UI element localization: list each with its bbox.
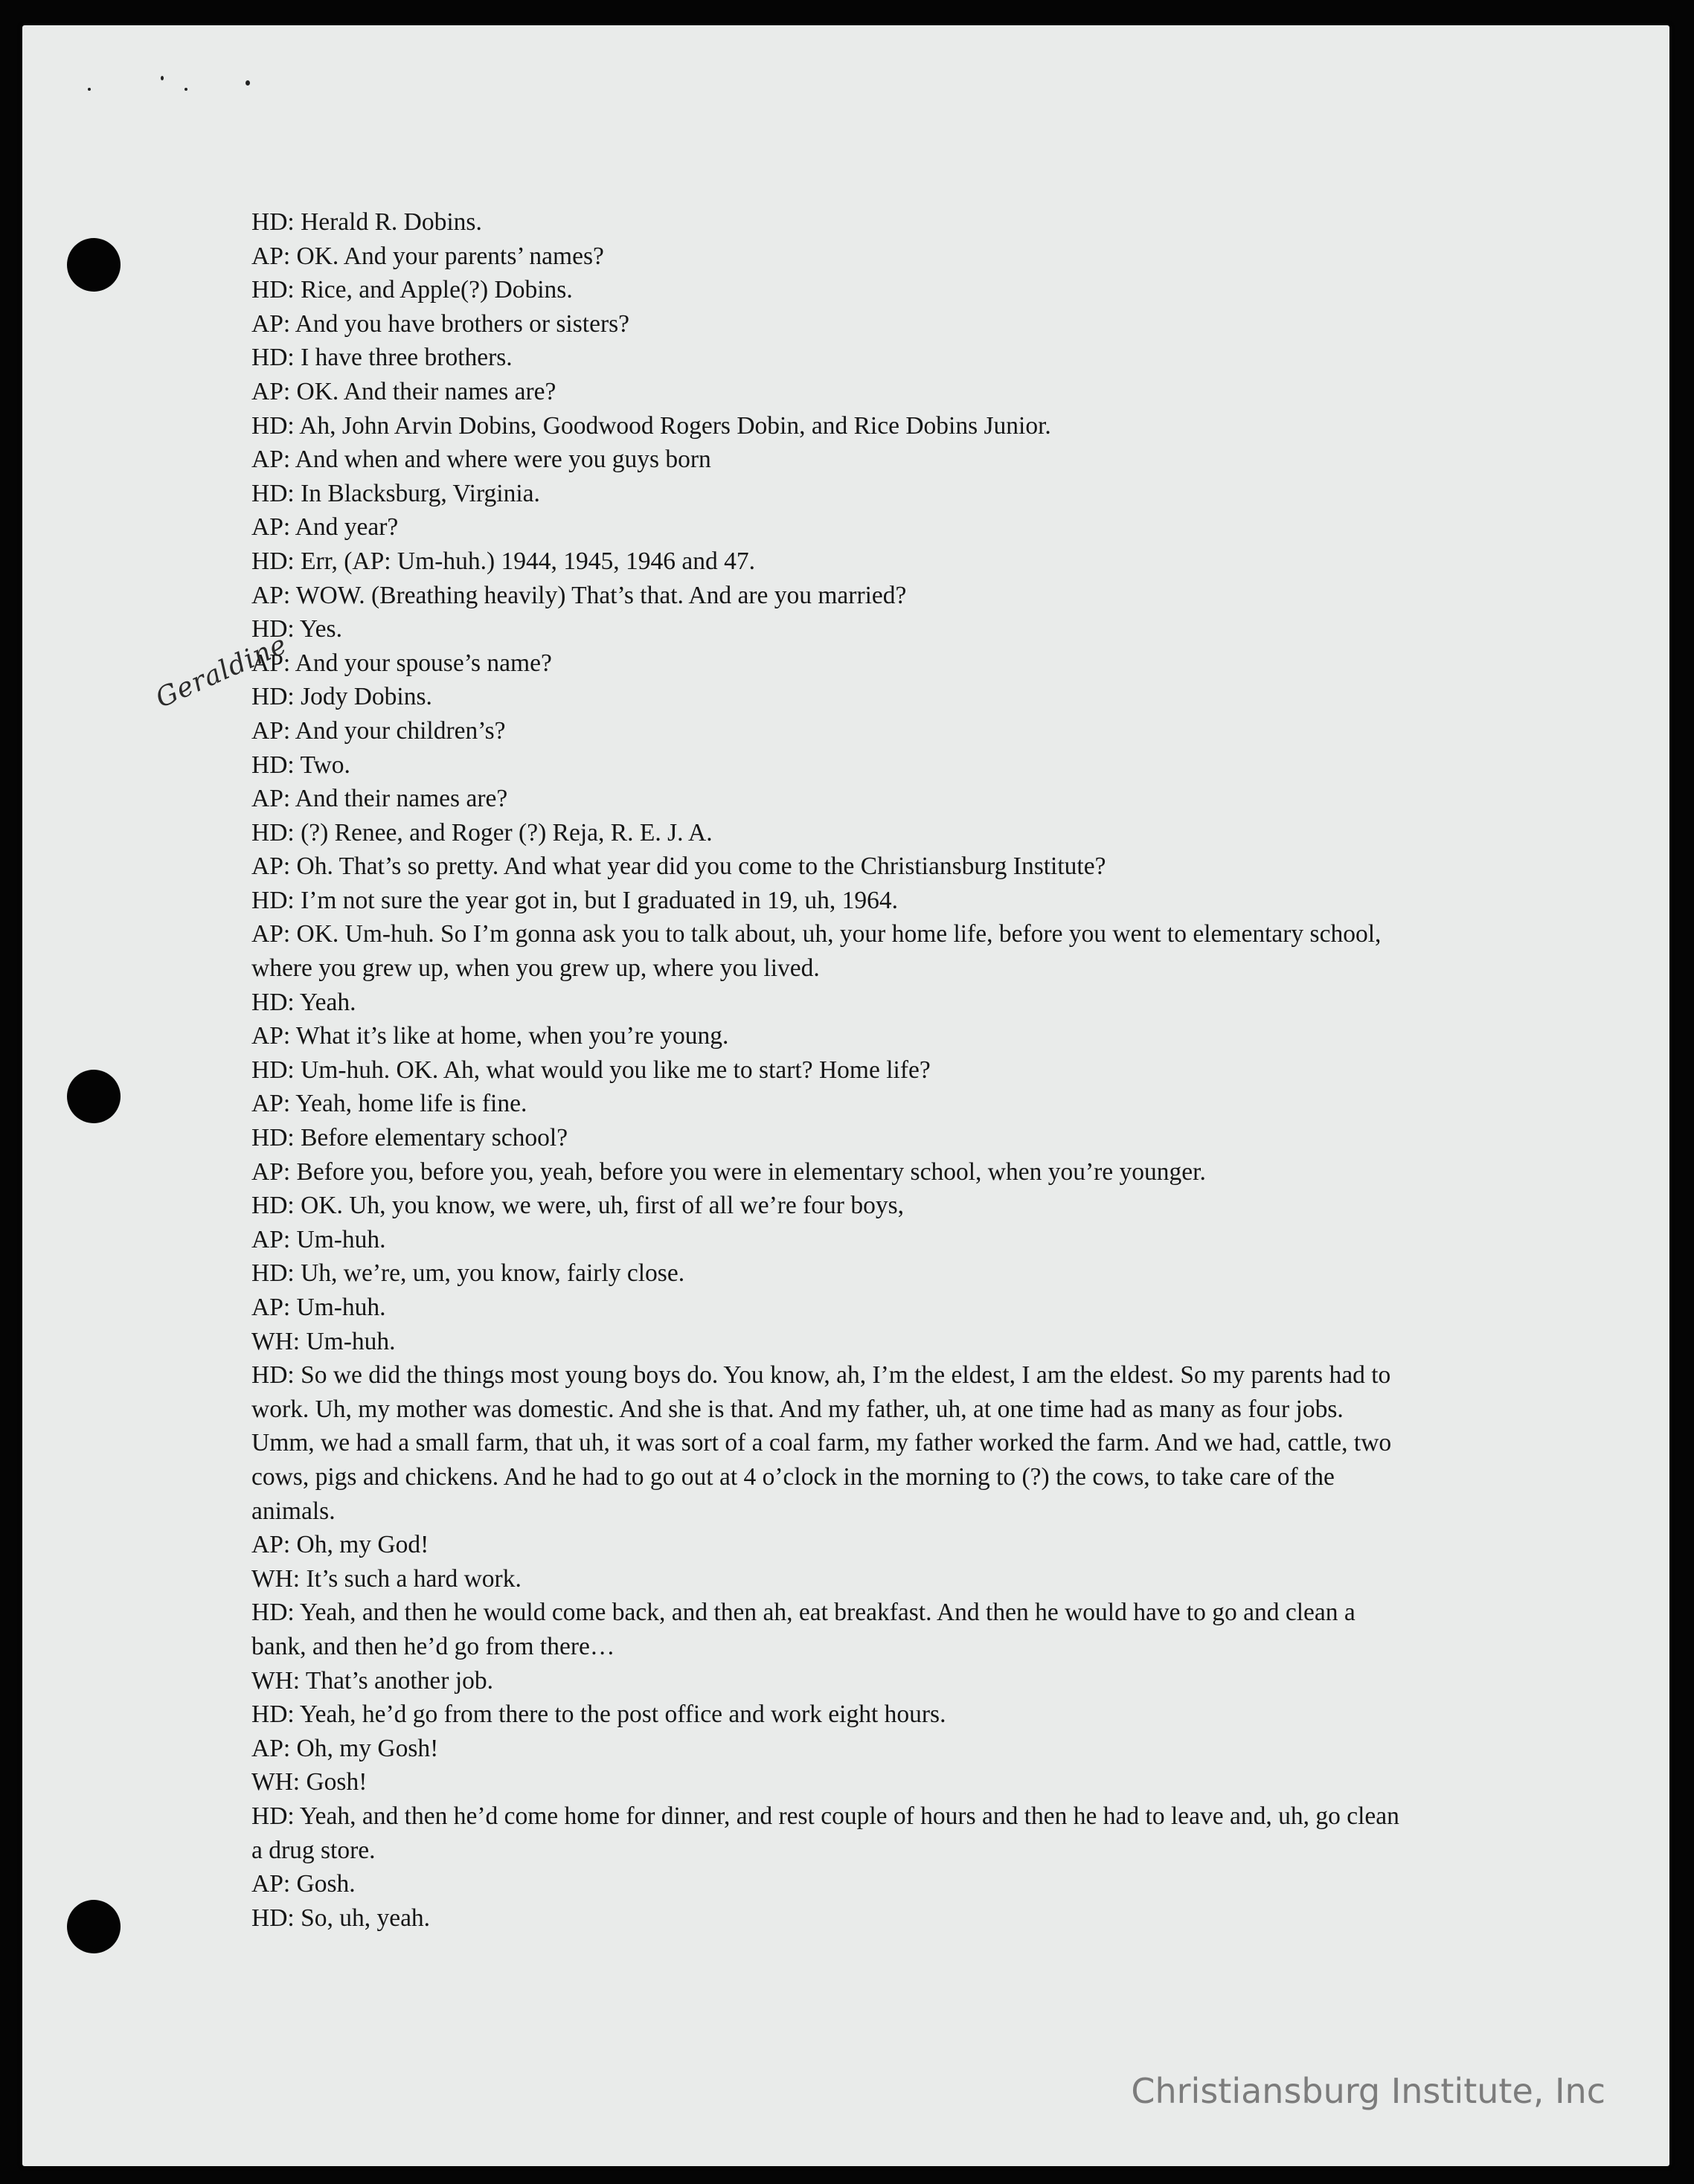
paper-speck [88,88,91,91]
transcript-line: AP: Before you, before you, yeah, before you were in elementary school, when you’re younger. [251,1157,1206,1186]
transcript-line: AP: OK. And your parents’ names? [251,242,604,270]
transcript-body [251,205,1412,1935]
transcript-line: HD: Yeah, and then he’d come home for dinner, and rest couple of hours and then he had to leave and, uh, go clean a drug store. [251,1802,1399,1864]
transcript-line: HD: Yeah. [251,988,356,1016]
transcript-line: AP: Oh, my Gosh! [251,1734,439,1762]
transcript-line: HD: Ah, John Arvin Dobins, Goodwood Rogers Dobin, and Rice Dobins Junior. [251,411,1051,440]
transcript-line: AP: And your spouse’s name? [251,649,552,677]
transcript-line: AP: OK. Um-huh. So I’m gonna ask you to talk about, uh, your home life, before you went to elementary school, where you grew up, when you grew up, where you lived. [251,920,1382,983]
transcript-line: HD: Um-huh. OK. Ah, what would you like me to start? Home life? [251,1056,931,1084]
punch-hole [67,238,121,292]
transcript-line: HD: Uh, we’re, um, you know, fairly close. [251,1259,685,1288]
transcript-line: WH: It’s such a hard work. [251,1564,522,1593]
transcript-line: HD: Two. [251,751,350,779]
transcript-line: HD: So we did the things most young boys do. You know, ah, I’m the eldest, I am the eldest. So my parents had to work. Uh, my mother was domestic. And she is that. And my father, uh, at one time had as many as four jobs. Umm, we had a small farm, that uh, it was sort of a coal farm, my father worked the farm. And we had, cattle, two cows, pigs and chickens. And he had to go out at 4 o’clock in the morning to (?) the cows, to take care of the animals. [251,1361,1392,1525]
punch-hole [67,1900,121,1953]
paper-speck [185,88,187,91]
handwritten-margin-note: Geraldine [151,629,292,714]
transcript-line: AP: Oh, my God! [251,1531,429,1559]
transcript-line: HD: Yeah, he’d go from there to the post office and work eight hours. [251,1700,946,1729]
transcript-line: HD: So, uh, yeah. [251,1904,431,1932]
transcript-line: HD: Yes. [251,615,342,643]
transcript-line: HD: In Blacksburg, Virginia. [251,479,540,507]
paper-speck [246,80,250,86]
transcript-line: WH: Um-huh. [251,1327,396,1355]
transcript-line: HD: Jody Dobins. [251,683,432,711]
transcript-line: AP: Um-huh. [251,1294,386,1321]
transcript-line: HD: Before elementary school? [251,1124,568,1152]
transcript-line: AP: Oh. That’s so pretty. And what year did you come to the Christiansburg Institute? [251,852,1106,881]
transcript-line: WH: Gosh! [251,1768,368,1796]
transcript-line: AP: And you have brothers or sisters? [251,309,630,338]
transcript-line: AP: And your children’s? [251,716,506,745]
transcript-line: HD: Yeah, and then he would come back, and then ah, eat breakfast. And then he would have to go and clean a bank, and then he’d go from there… [251,1599,1355,1660]
transcript-line: HD: Rice, and Apple(?) Dobins. [251,276,573,304]
punch-hole [67,1070,121,1123]
transcript-line: AP: Um-huh. [251,1225,386,1253]
transcript-line: HD: I have three brothers. [251,344,513,372]
transcript-line: WH: That’s another job. [251,1666,494,1695]
transcript-line: AP: WOW. (Breathing heavily) That’s that. And are you married? [251,581,907,609]
transcript-line: AP: And when and where were you guys born [251,446,711,474]
transcript-page [22,25,1669,2166]
transcript-line: HD: Err, (AP: Um-huh.) 1944, 1945, 1946 and 47. [251,547,755,575]
paper-speck [161,76,164,80]
transcript-line: AP: OK. And their names are? [251,377,556,405]
transcript-line: HD: I’m not sure the year got in, but I graduated in 19, uh, 1964. [251,886,898,914]
transcript-line: AP: Yeah, home life is fine. [251,1090,527,1118]
transcript-line: AP: What it’s like at home, when you’re young. [251,1022,729,1050]
transcript-line: AP: And year? [251,513,399,542]
transcript-line: AP: Gosh. [251,1870,356,1898]
transcript-line: HD: OK. Uh, you know, we were, uh, first of all we’re four boys, [251,1192,905,1220]
transcript-line: AP: And their names are? [251,785,508,813]
transcript-line: HD: (?) Renee, and Roger (?) Reja, R. E. J. A. [251,818,713,847]
archive-watermark: Christiansburg Institute, Inc [1131,2071,1605,2111]
transcript-line: HD: Herald R. Dobins. [251,208,482,236]
